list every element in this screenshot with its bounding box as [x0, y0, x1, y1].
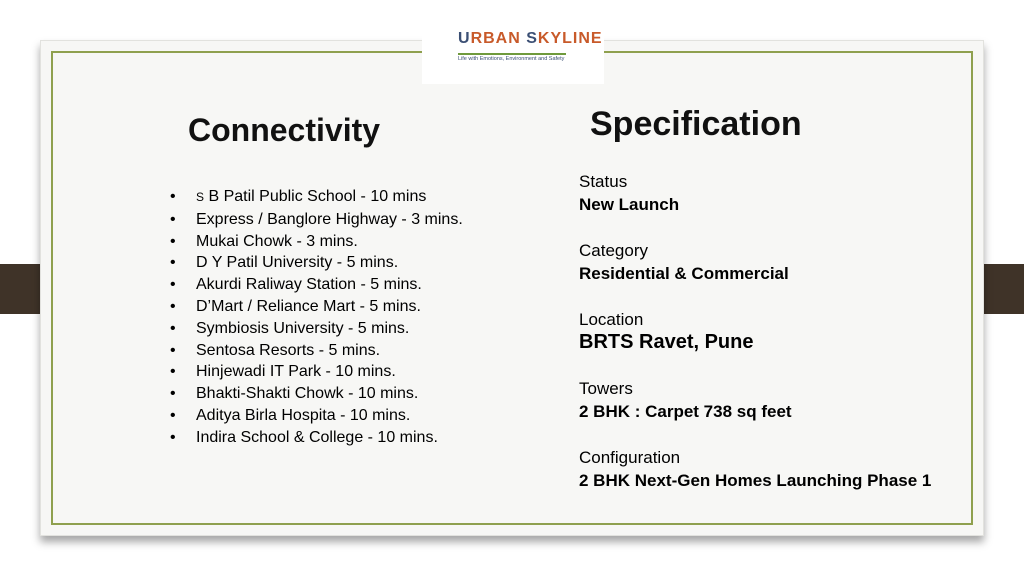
spec-value: New Launch	[579, 195, 680, 214]
spec-label: Status	[579, 172, 628, 191]
connectivity-list	[170, 186, 463, 449]
list-item: • Hinjewadi IT Park - 10 mins.	[170, 363, 396, 381]
spec-value: Residential & Commercial	[579, 264, 789, 283]
specification-panel	[579, 170, 1019, 515]
list-item: • Sentosa Resorts - 5 mins.	[170, 341, 381, 359]
list-item: • Express / Banglore Highway - 3 mins.	[170, 210, 463, 228]
logo-wordmark: URBAN SKYLINE	[458, 30, 603, 47]
logo-underline	[458, 53, 566, 55]
spec-value: 2 BHK : Carpet 738 sq feet	[579, 402, 792, 421]
list-item: • Aditya Birla Hospita - 10 mins.	[170, 406, 411, 424]
spec-label: Location	[579, 310, 644, 329]
spec-location	[579, 308, 1019, 354]
spec-label: Configuration	[579, 448, 681, 467]
urban-skyline-logo	[422, 20, 604, 84]
list-item: • Bhakti-Shakti Chowk - 10 mins.	[170, 385, 419, 403]
list-item: • Indira School & College - 10 mins.	[170, 428, 438, 446]
spec-towers	[579, 377, 1019, 423]
list-item: • D’Mart / Reliance Mart - 5 mins.	[170, 297, 421, 315]
list-item: • Symbiosis University - 5 mins.	[170, 319, 410, 337]
spec-configuration	[579, 446, 1019, 492]
spec-category	[579, 239, 1019, 285]
connectivity-title: Connectivity	[188, 112, 381, 148]
spec-label: Category	[579, 241, 648, 260]
list-item: • S B Patil Public School - 10 mins	[170, 188, 427, 205]
spec-status	[579, 170, 1019, 216]
logo-tagline: Life with Emotions, Environment and Safety	[458, 56, 565, 62]
list-item: • Akurdi Raliway Station - 5 mins.	[170, 276, 422, 294]
spec-value: 2 BHK Next-Gen Homes Launching Phase 1	[579, 471, 932, 490]
spec-label: Towers	[579, 379, 633, 398]
list-item: • D Y Patil University - 5 mins.	[170, 254, 399, 272]
specification-title: Specification	[590, 105, 802, 143]
list-item: • Mukai Chowk - 3 mins.	[170, 232, 358, 250]
spec-value: BRTS Ravet, Pune	[579, 331, 754, 353]
